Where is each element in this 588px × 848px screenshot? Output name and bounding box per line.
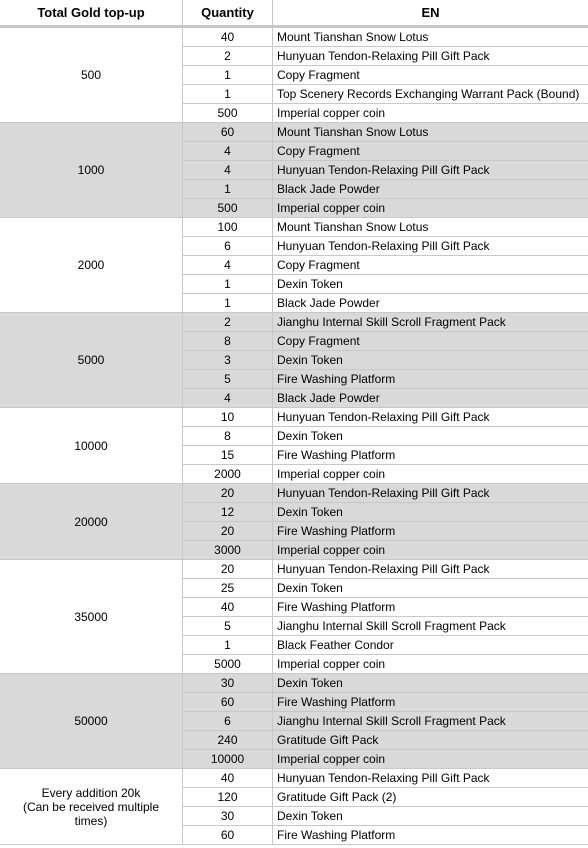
quantity-cell[interactable]: 60: [183, 693, 273, 711]
table-row: [183, 408, 588, 427]
table-row: [183, 313, 588, 332]
table-row: [183, 351, 588, 370]
quantity-cell[interactable]: 30: [183, 674, 273, 692]
tier-group: [0, 484, 588, 560]
table-row: [183, 579, 588, 598]
quantity-cell[interactable]: 25: [183, 579, 273, 597]
tier-threshold-cell[interactable]: 50000: [0, 674, 183, 769]
item-name-cell[interactable]: Black Jade Powder: [277, 391, 380, 405]
tier-threshold-cell[interactable]: Every addition 20k (Can be received multiple times): [0, 769, 183, 845]
item-name-cell[interactable]: Dexin Token: [277, 429, 343, 443]
table-row: [183, 617, 588, 636]
tier-threshold-cell[interactable]: 10000: [0, 408, 183, 484]
item-name-cell[interactable]: Copy Fragment: [277, 334, 360, 348]
quantity-cell[interactable]: 100: [183, 218, 273, 236]
item-name-cell[interactable]: Fire Washing Platform: [277, 695, 396, 709]
quantity-cell[interactable]: 4: [183, 161, 273, 179]
table-row: [183, 693, 588, 712]
table-row: [183, 503, 588, 522]
quantity-cell[interactable]: 500: [183, 199, 273, 217]
item-name-cell[interactable]: Dexin Token: [277, 676, 343, 690]
tier-group: [0, 674, 588, 769]
quantity-cell[interactable]: 2000: [183, 465, 273, 483]
table-row: [183, 674, 588, 693]
item-name-cell[interactable]: Top Scenery Records Exchanging Warrant Pack (Bound): [277, 87, 580, 101]
quantity-cell[interactable]: 40: [183, 28, 273, 46]
item-name-cell[interactable]: Imperial copper coin: [277, 201, 386, 215]
tier-threshold-cell[interactable]: 2000: [0, 218, 183, 313]
item-name-cell[interactable]: Hunyuan Tendon-Relaxing Pill Gift Pack: [277, 410, 490, 424]
item-name-cell[interactable]: Dexin Token: [277, 505, 343, 519]
item-name-cell[interactable]: Dexin Token: [277, 809, 343, 823]
tier-group: [0, 313, 588, 408]
tier-group: [0, 123, 588, 218]
table-row: [183, 275, 588, 294]
quantity-cell[interactable]: 10: [183, 408, 273, 426]
table-row: [183, 294, 588, 313]
table-row: [183, 750, 588, 769]
table-row: [183, 427, 588, 446]
item-name-cell[interactable]: Hunyuan Tendon-Relaxing Pill Gift Pack: [277, 771, 490, 785]
tier-threshold-cell[interactable]: 500: [0, 28, 183, 123]
quantity-cell[interactable]: 2: [183, 47, 273, 65]
quantity-cell[interactable]: 4: [183, 256, 273, 274]
quantity-cell[interactable]: 3: [183, 351, 273, 369]
table-row: [183, 161, 588, 180]
item-name-cell[interactable]: Copy Fragment: [277, 68, 360, 82]
quantity-cell[interactable]: 1: [183, 180, 273, 198]
table-row: [183, 446, 588, 465]
item-name-cell[interactable]: Gratitude Gift Pack (2): [277, 790, 397, 804]
tier-group: [0, 218, 588, 313]
table-row: [183, 484, 588, 503]
quantity-cell[interactable]: 1: [183, 294, 273, 312]
item-name-cell[interactable]: Imperial copper coin: [277, 467, 386, 481]
quantity-cell[interactable]: 5: [183, 370, 273, 388]
item-name-cell[interactable]: Imperial copper coin: [277, 657, 386, 671]
table-row: [183, 180, 588, 199]
tier-threshold-cell[interactable]: 20000: [0, 484, 183, 560]
quantity-cell[interactable]: 8: [183, 332, 273, 350]
table-row: [183, 712, 588, 731]
item-name-cell[interactable]: Mount Tianshan Snow Lotus: [277, 30, 429, 44]
table-row: [183, 123, 588, 142]
item-name-cell[interactable]: Jianghu Internal Skill Scroll Fragment Pack: [277, 714, 506, 728]
table-row: [183, 731, 588, 750]
item-name-cell[interactable]: Hunyuan Tendon-Relaxing Pill Gift Pack: [277, 562, 490, 576]
table-row: [183, 560, 588, 579]
item-name-cell[interactable]: Gratitude Gift Pack: [277, 733, 379, 747]
table-row: [183, 370, 588, 389]
tier-threshold-cell[interactable]: 5000: [0, 313, 183, 408]
tier-group: [0, 769, 588, 845]
quantity-cell[interactable]: 20: [183, 522, 273, 540]
table-row: [183, 636, 588, 655]
table-row: [183, 655, 588, 674]
table-row: [183, 142, 588, 161]
tier-group: [0, 408, 588, 484]
item-name-cell[interactable]: Dexin Token: [277, 277, 343, 291]
item-name-cell[interactable]: Fire Washing Platform: [277, 828, 396, 842]
item-name-cell[interactable]: Jianghu Internal Skill Scroll Fragment Pack: [277, 619, 506, 633]
table-row: [183, 218, 588, 237]
table-row: [183, 769, 588, 788]
header-en[interactable]: EN: [273, 0, 588, 25]
item-name-cell[interactable]: Dexin Token: [277, 581, 343, 595]
item-name-cell[interactable]: Copy Fragment: [277, 144, 360, 158]
item-name-cell[interactable]: Mount Tianshan Snow Lotus: [277, 220, 429, 234]
table-row: [183, 237, 588, 256]
quantity-cell[interactable]: 4: [183, 142, 273, 160]
quantity-cell[interactable]: 1: [183, 66, 273, 84]
item-name-cell[interactable]: Fire Washing Platform: [277, 448, 396, 462]
quantity-cell[interactable]: 5000: [183, 655, 273, 673]
tier-group: [0, 28, 588, 123]
table-row: [183, 66, 588, 85]
item-name-cell[interactable]: Hunyuan Tendon-Relaxing Pill Gift Pack: [277, 163, 490, 177]
header-total-gold[interactable]: Total Gold top-up: [0, 0, 183, 25]
quantity-cell[interactable]: 6: [183, 712, 273, 730]
item-name-cell[interactable]: Hunyuan Tendon-Relaxing Pill Gift Pack: [277, 486, 490, 500]
quantity-cell[interactable]: 1: [183, 636, 273, 654]
table-row: [183, 465, 588, 484]
item-name-cell[interactable]: Black Jade Powder: [277, 182, 380, 196]
item-name-cell[interactable]: Fire Washing Platform: [277, 372, 396, 386]
quantity-cell[interactable]: 240: [183, 731, 273, 749]
tier-group: [0, 560, 588, 674]
item-name-cell[interactable]: Fire Washing Platform: [277, 524, 396, 538]
item-name-cell[interactable]: Mount Tianshan Snow Lotus: [277, 125, 429, 139]
item-name-cell[interactable]: Dexin Token: [277, 353, 343, 367]
quantity-cell[interactable]: 1: [183, 275, 273, 293]
item-name-cell[interactable]: Fire Washing Platform: [277, 600, 396, 614]
quantity-cell[interactable]: 8: [183, 427, 273, 445]
quantity-cell[interactable]: 60: [183, 123, 273, 141]
quantity-cell[interactable]: 120: [183, 788, 273, 806]
header-quantity[interactable]: Quantity: [183, 0, 273, 25]
table-row: [183, 104, 588, 123]
quantity-cell[interactable]: 3000: [183, 541, 273, 559]
quantity-cell[interactable]: 30: [183, 807, 273, 825]
tier-threshold-cell[interactable]: 1000: [0, 123, 183, 218]
item-name-cell[interactable]: Hunyuan Tendon-Relaxing Pill Gift Pack: [277, 239, 490, 253]
quantity-cell[interactable]: 60: [183, 826, 273, 844]
quantity-cell[interactable]: 500: [183, 104, 273, 122]
table-row: [183, 332, 588, 351]
tier-threshold-cell[interactable]: 35000: [0, 560, 183, 674]
table-row: [183, 541, 588, 560]
table-row: [183, 256, 588, 275]
quantity-cell[interactable]: 12: [183, 503, 273, 521]
quantity-cell[interactable]: 10000: [183, 750, 273, 768]
item-name-cell[interactable]: Imperial copper coin: [277, 106, 386, 120]
item-name-cell[interactable]: Black Jade Powder: [277, 296, 380, 310]
table-row: [183, 788, 588, 807]
quantity-cell[interactable]: 15: [183, 446, 273, 464]
table-row: [183, 522, 588, 541]
quantity-cell[interactable]: 6: [183, 237, 273, 255]
table-row: [183, 47, 588, 66]
table-row: [183, 826, 588, 845]
quantity-cell[interactable]: 20: [183, 560, 273, 578]
item-name-cell[interactable]: Imperial copper coin: [277, 752, 386, 766]
table-row: [183, 199, 588, 218]
quantity-cell[interactable]: 40: [183, 598, 273, 616]
table-row: [183, 28, 588, 47]
quantity-cell[interactable]: 2: [183, 313, 273, 331]
quantity-cell[interactable]: 4: [183, 389, 273, 407]
quantity-cell[interactable]: 1: [183, 85, 273, 103]
table-row: [183, 85, 588, 104]
quantity-cell[interactable]: 20: [183, 484, 273, 502]
item-name-cell[interactable]: Imperial copper coin: [277, 543, 386, 557]
table-row: [183, 807, 588, 826]
item-name-cell[interactable]: Jianghu Internal Skill Scroll Fragment Pack: [277, 315, 506, 329]
quantity-cell[interactable]: 5: [183, 617, 273, 635]
item-name-cell[interactable]: Hunyuan Tendon-Relaxing Pill Gift Pack: [277, 49, 490, 63]
table-row: [183, 598, 588, 617]
item-name-cell[interactable]: Copy Fragment: [277, 258, 360, 272]
table-row: [183, 389, 588, 408]
quantity-cell[interactable]: 40: [183, 769, 273, 787]
item-name-cell[interactable]: Black Feather Condor: [277, 638, 394, 652]
